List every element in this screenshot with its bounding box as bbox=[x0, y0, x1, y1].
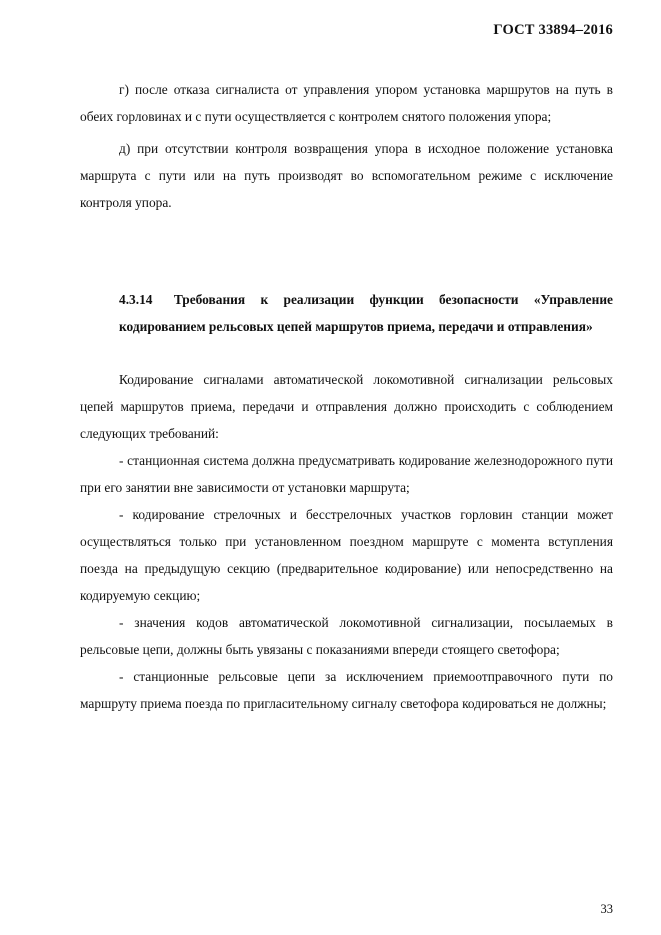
requirement-3: - значения кодов автоматической локомотивной сигнализации, посылаемых в рельсовые цепи, должны быть увязаны с показаниями впереди стоящего светофора; bbox=[80, 615, 613, 657]
section-number: 4.3.14 bbox=[119, 292, 153, 307]
section-heading bbox=[119, 287, 613, 340]
section-body bbox=[80, 366, 613, 717]
page-number: 33 bbox=[600, 902, 613, 916]
requirement-1: - станционная система должна предусматривать кодирование железнодорожного пути при его занятии вне зависимости от установки маршрута; bbox=[80, 453, 613, 495]
list-item-g: г) после отказа сигналиста от управления упором установка маршрутов на путь в обеих горловинах и с пути осуществляется с контролем снятого положения упора; bbox=[80, 82, 613, 124]
document-code-header: ГОСТ 33894–2016 bbox=[493, 22, 613, 38]
body-intro: Кодирование сигналами автоматической локомотивной сигнализации рельсовых цепей маршрутов приема, передачи и отправления должно происходить с соблюдением следующих требований: bbox=[80, 372, 613, 441]
requirement-4: - станционные рельсовые цепи за исключением приемоотправочного пути по маршруту приема поезда по пригласительному сигналу светофора кодироваться не должны; bbox=[80, 669, 613, 711]
list-top bbox=[80, 76, 613, 216]
list-item-d: д) при отсутствии контроля возвращения упора в исходное положение установка маршрута с пути или на путь производят во вспомогательном режиме с исключение контроля упора. bbox=[80, 141, 613, 210]
section-title: Требования к реализации функции безопасности «Управление кодированием рельсовых цепей маршрутов приема, передачи и отправления» bbox=[119, 292, 613, 334]
requirement-2: - кодирование стрелочных и бесстрелочных участков горловин станции может осуществляться только при установленном поездном маршруте с момента вступления поезда на предыдущую секцию (предварительное кодирование) или непосредственно на кодируемую секцию; bbox=[80, 507, 613, 603]
